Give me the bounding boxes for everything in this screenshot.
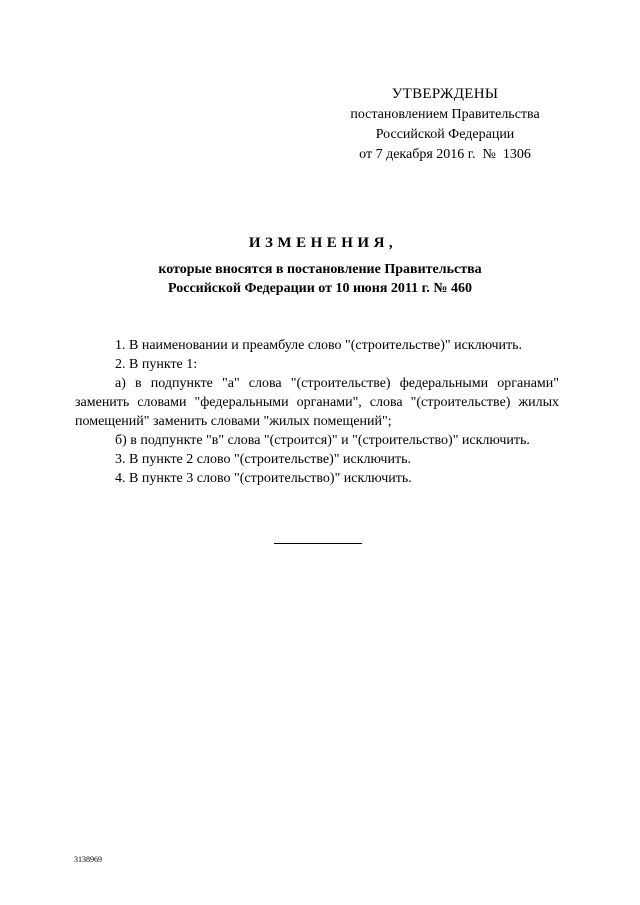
subtitle-line-1: которые вносятся в постановление Правительства [158,262,482,277]
subtitle-line-2: Российской Федерации от 10 июня 2011 г. № 460 [168,281,472,296]
paragraph-3: 3. В пункте 2 слово "(строительстве)" исключить. [115,452,411,467]
paragraph-2a: а) в подпункте "а" слова "(строительстве) федеральными органами" заменить словами "федеральными органами", слова "(строительстве) жилых помещений" заменить словами "жилых помещений"; [75,376,559,429]
paragraph-4: 4. В пункте 3 слово "(строительство)" исключить. [115,471,412,486]
approval-line-3: от 7 декабря 2016 г. № 1306 [359,147,531,162]
document-id: 3138969 [74,855,102,864]
document-subtitle [0,260,640,298]
document-title-block [0,235,640,298]
paragraph-1: 1. В наименовании и преамбуле слово "(строительстве)" исключить. [115,338,523,353]
approval-stamp [340,84,550,165]
approval-heading: УТВЕРЖДЕНЫ [391,86,499,102]
document-title: ИЗМЕНЕНИЯ, [248,235,398,251]
paragraph-2b: б) в подпункте "в" слова "(строится)" и "(строительство)" исключить. [115,433,530,448]
document-body [75,336,559,488]
approval-line-2: Российской Федерации [375,127,515,142]
closing-divider [274,543,362,544]
paragraph-2: 2. В пункте 1: [115,357,198,372]
approval-line-1: постановлением Правительства [350,107,540,122]
